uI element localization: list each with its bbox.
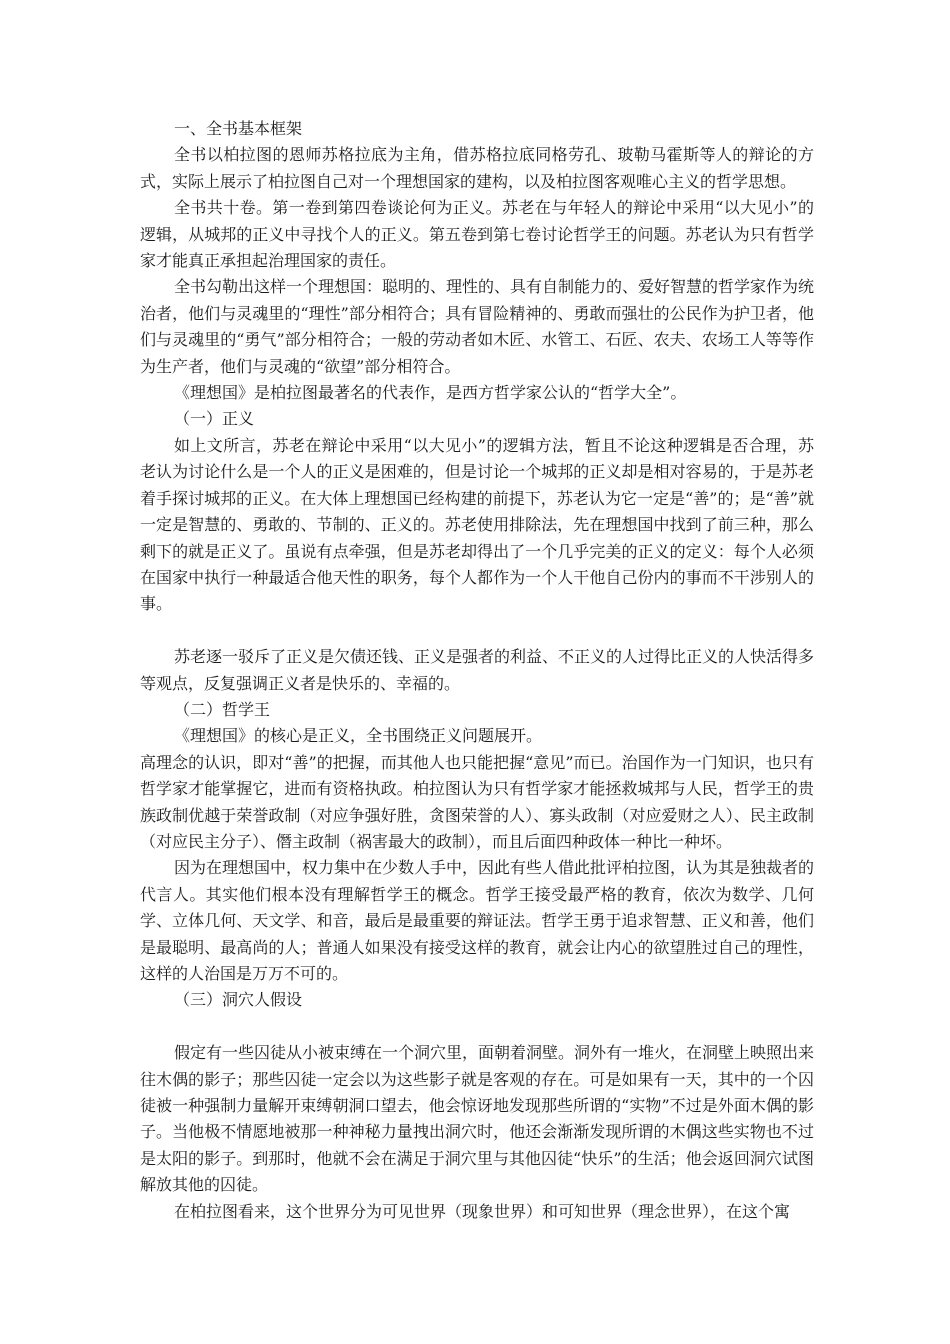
blank-line <box>140 618 814 644</box>
paragraph: 在柏拉图看来，这个世界分为可见世界（现象世界）和可知世界（理念世界），在这个寓 <box>174 1201 791 1221</box>
section-heading-framework: 一、全书基本框架 <box>174 119 303 138</box>
paragraph: 如上文所言，苏老在辩论中采用“以大见小”的逻辑方法，暂且不论这种逻辑是否合理，苏老认为讨论什么是一个人的正义是困难的，但是讨论一个城邦的正义却是相对容易的，于是苏老着手探讨城邦的正义。在大体上理想国已经构建的前提下，苏老认为它一定是“善”的；是“善”就一定是智慧的、勇敢的、节制的、正义的。苏老使用排除法，先在理想国中找到了前三种，那么剩下的就是正义了。虽说有点牵强，但是苏老却得出了一个几乎完美的正义的定义：每个人必须在国家中执行一种最适合他天性的职务，每个人都作为一个人干他自己份内的事而不干涉别人的事。 <box>140 435 814 614</box>
section-heading-justice: （一）正义 <box>174 409 255 429</box>
section-heading-philosopher-king: （二）哲学王 <box>174 699 271 719</box>
paragraph: 《理想国》是柏拉图最著名的代表作，是西方哲学家公认的“哲学大全”。 <box>174 383 687 403</box>
document-page <box>140 116 814 1225</box>
blank-line <box>140 1014 814 1040</box>
paragraph: 苏老逐一驳斥了正义是欠债还钱、正义是强者的利益、不正义的人过得比正义的人快活得多等观点，反复强调正义者是快乐的、幸福的。 <box>140 647 815 693</box>
paragraph: 因为在理想国中，权力集中在少数人手中，因此有些人借此批评柏拉图，认为其是独裁者的代言人。其实他们根本没有理解哲学王的概念。哲学王接受最严格的教育，依次为数学、几何学、立体几何、天文学、和音，最后是最重要的辩证法。哲学王勇于追求智慧、正义和善，他们是最聪明、最高尚的人；普通人如果没有接受这样的教育，就会让内心的欲望胜过自己的理性，这样的人治国是万万不可的。 <box>140 858 815 983</box>
paragraph: 全书勾勒出这样一个理想国：聪明的、理性的、具有自制能力的、爱好智慧的哲学家作为统治者，他们与灵魂里的“理性”部分相符合；具有冒险精神的、勇敢而强壮的公民作为护卫者，他们与灵魂里的“勇气”部分相符合；一般的劳动者如木匠、水管工、石匠、农夫、农场工人等等作为生产者，他们与灵魂的“欲望”部分相符合。 <box>140 277 815 376</box>
paragraph: 全书共十卷。第一卷到第四卷谈论何为正义。苏老在与年轻人的辩论中采用“以大见小”的逻辑，从城邦的正义中寻找个人的正义。第五卷到第七卷讨论哲学王的问题。苏老认为只有哲学家才能真正承担起治理国家的责任。 <box>140 198 814 271</box>
paragraph: 全书以柏拉图的恩师苏格拉底为主角，借苏格拉底同格劳孔、玻勒马霍斯等人的辩论的方式，实际上展示了柏拉图自己对一个理想国家的建构，以及柏拉图客观唯心主义的哲学思想。 <box>140 145 814 191</box>
paragraph: 《理想国》的核心是正义，全书围绕正义问题展开。 <box>174 726 543 746</box>
paragraph: 高理念的认识，即对“善”的把握，而其他人也只能把握“意见”而已。治国作为一门知识，也只有哲学家才能掌握它，进而有资格执政。柏拉图认为只有哲学家才能拯救城邦与人民，哲学王的贵族政制优越于荣誉政制（对应争强好胜，贪图荣誉的人）、寡头政制（对应爱财之人）、民主政制（对应民主分子）、僭主政制（祸害最大的政制），而且后面四种政体一种比一种坏。 <box>140 752 814 851</box>
paragraph: 假定有一些囚徒从小被束缚在一个洞穴里，面朝着洞壁。洞外有一堆火，在洞壁上映照出来往木偶的影子；那些囚徒一定会以为这些影子就是客观的存在。可是如果有一天，其中的一个囚徒被一种强制力量解开束缚朝洞口望去，他会惊讶地发现那些所谓的“实物”不过是外面木偶的影子。当他极不情愿地被那一种神秘力量拽出洞穴时，他还会渐渐发现所谓的木偶这些实物也不过是太阳的影子。到那时，他就不会在满足于洞穴里与其他囚徒“快乐”的生活；他会返回洞穴试图解放其他的囚徒。 <box>140 1043 815 1195</box>
section-heading-cave: （三）洞穴人假设 <box>174 990 303 1010</box>
